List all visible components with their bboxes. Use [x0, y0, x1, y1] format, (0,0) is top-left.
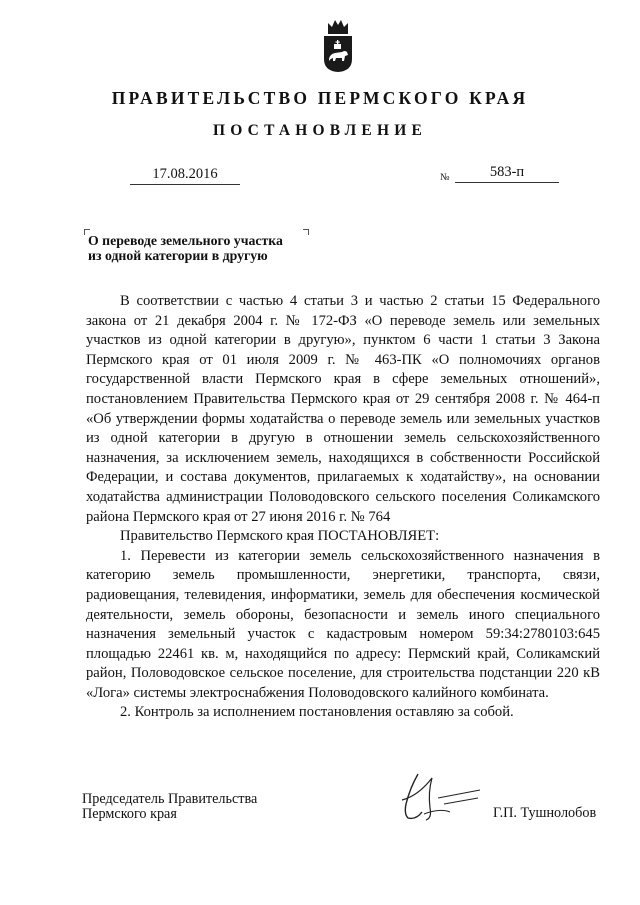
signer-position-line-1: Председатель Правительства [82, 791, 258, 807]
document-date: 17.08.2016 [130, 166, 240, 185]
number-sign: № [440, 172, 450, 183]
document-number: 583-п [455, 164, 559, 183]
subject-line-1: О переводе земельного участка [88, 233, 283, 248]
document-subject [88, 233, 318, 263]
government-title: ПРАВИТЕЛЬСТВО ПЕРМСКОГО КРАЯ [111, 88, 529, 108]
subject-line-2: из одной категории в другую [88, 248, 268, 263]
document-type: ПОСТАНОВЛЕНИЕ [212, 122, 428, 139]
decree-item-2: 2. Контроль за исполнением постановления оставляю за собой. [120, 704, 514, 721]
signer-position-line-2: Пермского края [82, 805, 177, 822]
preamble-paragraph: В соответствии с частью 4 статьи 3 и частью 2 статьи 15 Федерального закона от 21 декабря 2004 г. № 172-ФЗ «О переводе земель или земельных участков из одной категории в другую», пунктом 6 части 1 статьи 3 Закона Пермского края от 01 июля 2009 г. № 463-ПК «О полномочиях органов государственной власти Пермского края в сфере земельных отношений», постановлением Правительства Пермского края от 29 сентября 2008 г. № 464-п «Об утверждении формы ходатайства о переводе земель или земельных участков из одной категории в другую в отношении земель сельскохозяйственного назначения, за исключением земель, находящихся в собственности Российской Федерации, и состава документов, прилагаемых к ходатайству», на основании ходатайства администрации Половодовского сельского поселения Соликамского района Пермского края от 27 июня 2016 г. № 764 [86, 293, 600, 525]
decree-intro: Правительство Пермского края ПОСТАНОВЛЯЕТ: [120, 528, 440, 545]
document-body [86, 292, 600, 723]
signer-name: Г.П. Тушнолобов [493, 805, 597, 821]
signer-position [82, 792, 257, 822]
signature-icon [388, 768, 488, 826]
coat-of-arms-icon [322, 17, 354, 73]
decree-item-1: 1. Перевести из категории земель сельскохозяйственного назначения в категорию земель промышленности, энергетики, транспорта, связи, радиовещания, телевидения, информатики, земель для обеспечения космической деятельности, земель обороны, безопасности и земель иного специального назначения земельный участок с кадастровым номером 59:34:2780103:645 площадью 22461 кв. м, находящийся по адресу: Пермский край, Соликамский район, Половодовское сельское поселение, для строительства подстанции 220 кВ «Лога» системы электроснабжения Половодовского калийного комбината. [86, 547, 600, 701]
